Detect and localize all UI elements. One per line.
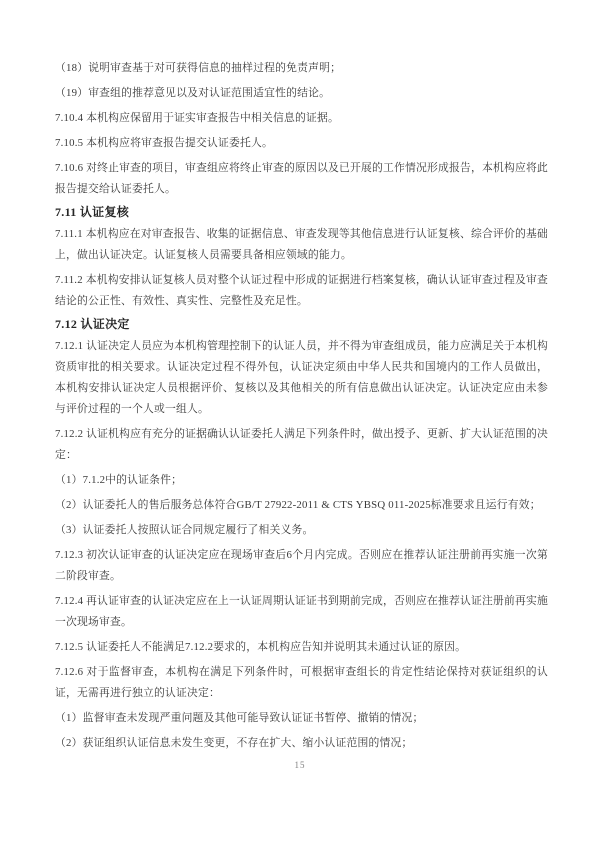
paragraph: 7.12.4 再认证审查的认证决定应在上一认证周期认证证书到期前完成，否则应在推荐认证注册前再实施一次现场审查。 bbox=[55, 595, 548, 628]
paragraph: 7.11.2 本机构安排认证复核人员对整个认证过程中形成的证据进行档案复核，确认认证审查过程及审查结论的公正性、有效性、真实性、完整性及充足性。 bbox=[55, 274, 548, 307]
paragraph: 7.10.4 本机构应保留用于证实审查报告中相关信息的证据。 bbox=[55, 112, 340, 124]
paragraph: （2）获证组织认证信息未发生变更，不存在扩大、缩小认证范围的情况； bbox=[55, 737, 413, 749]
section-heading: 7.11 认证复核 bbox=[55, 205, 130, 219]
paragraph: 7.10.6 对终止审查的项目，审查组应将终止审查的原因以及已开展的工作情况形成报告，本机构应将此报告提交给认证委托人。 bbox=[55, 162, 548, 195]
paragraph: （2）认证委托人的售后服务总体符合GB/T 27922-2011 & CTS YBSQ 011-2025标准要求且运行有效； bbox=[55, 499, 541, 511]
document-body bbox=[55, 58, 548, 758]
paragraph: （18）说明审查基于对可获得信息的抽样过程的免责声明； bbox=[55, 62, 342, 74]
page-number: 15 bbox=[294, 760, 306, 770]
paragraph: 7.12.1 认证决定人员应为本机构管理控制下的认证人员，并不得为审查组成员，能力应满足关于本机构资质审批的相关要求。认证决定过程不得外包，认证决定须由中华人民共和国境内的工作人员做出，本机构安排认证决定人员根据评价、复核以及其他相关的所有信息做出认证决定。认证决定应由未参与评价过程的一个人或一组人。 bbox=[55, 340, 548, 415]
paragraph: 7.11.1 本机构应在对审查报告、收集的证据信息、审查发现等其他信息进行认证复核、综合评价的基础上，做出认证决定。认证复核人员需要具备相应领域的能力。 bbox=[55, 228, 548, 261]
paragraph: 7.12.5 认证委托人不能满足7.12.2要求的，本机构应告知并说明其未通过认证的原因。 bbox=[55, 641, 467, 653]
paragraph: 7.12.6 对于监督审查，本机构在满足下列条件时，可根据审查组长的肯定性结论保持对获证组织的认证，无需再进行独立的认证决定： bbox=[55, 666, 548, 699]
paragraph: （1）监督审查未发现严重问题及其他可能导致认证证书暂停、撤销的情况； bbox=[55, 712, 424, 724]
paragraph: （19）审查组的推荐意见以及对认证范围适宜性的结论。 bbox=[55, 87, 331, 99]
section-heading: 7.12 认证决定 bbox=[55, 317, 130, 331]
paragraph: （3）认证委托人按照认证合同规定履行了相关义务。 bbox=[55, 524, 314, 536]
paragraph: 7.12.3 初次认证审查的认证决定应在现场审查后6个月内完成。否则应在推荐认证注册前再实施一次第二阶段审查。 bbox=[55, 549, 548, 582]
paragraph: 7.12.2 认证机构应有充分的证据确认认证委托人满足下列条件时，做出授予、更新、扩大认证范围的决定： bbox=[55, 428, 548, 461]
paragraph: 7.10.5 本机构应将审查报告提交认证委托人。 bbox=[55, 137, 274, 149]
paragraph: （1）7.1.2中的认证条件； bbox=[55, 474, 183, 486]
